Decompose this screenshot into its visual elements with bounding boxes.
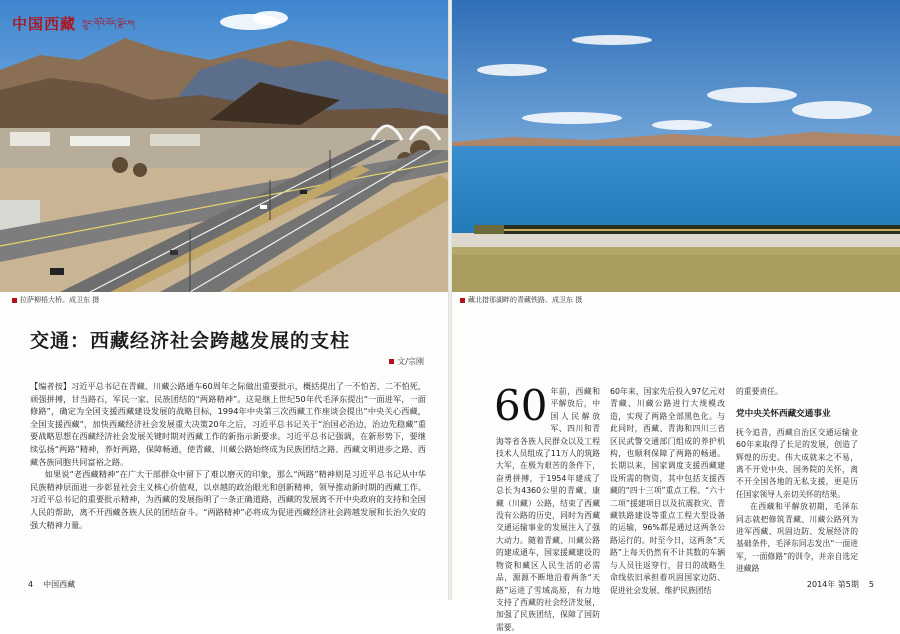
column-3-lead: 的重要责任。 xyxy=(736,387,783,396)
left-page xyxy=(0,0,448,600)
left-page-number: 4 xyxy=(28,580,34,589)
article-column-2 xyxy=(610,386,725,597)
railway-photo xyxy=(452,0,900,292)
caption-marker-icon xyxy=(12,298,17,303)
bridge-photo xyxy=(0,0,448,292)
article-column-3 xyxy=(736,386,858,576)
right-page xyxy=(452,0,900,632)
magazine-brand xyxy=(12,13,135,34)
right-folio xyxy=(807,579,874,590)
article-column-1 xyxy=(494,381,600,634)
caption-marker-icon xyxy=(460,298,465,303)
column-3-paragraph: 抚今追昔，西藏自治区交通运输业60年来取得了长足的发展，创造了辉煌的历史。伟大成就来之不易，离不开党中央、国务院的关怀，离不开全国各地的无私支援，更是历任国家领导人亲切关怀的结果。 xyxy=(736,427,858,499)
right-photo-caption-text: 藏北措那湖畔的青藏铁路。成卫东 摄 xyxy=(468,296,583,304)
article-byline xyxy=(389,356,424,367)
left-photo-caption xyxy=(12,295,99,305)
article-title: 交通：西藏经济社会跨越发展的支柱 xyxy=(30,330,351,352)
column-3-paragraph: 在西藏和平解放初期，毛泽东同志就把修筑青藏、川藏公路列为进军西藏、巩固边防、发展经济的基础条件，毛泽东同志发出“一面进军，一面修路”的训令，并亲自选定进藏路 xyxy=(736,502,858,574)
right-page-number: 5 xyxy=(868,580,874,589)
section-subhead: 党中央关怀西藏交通事业 xyxy=(736,409,831,420)
issue-label: 2014年 第5期 xyxy=(806,580,859,589)
column-1-text: 年前，西藏和平解放后，中国人民解放军、四川和青海等省各族人民群众以及工程技术人员组成了11万人的筑路大军，在极为艰苦的条件下，奋勇拼搏，于1954年建成了总长为4360公里的青藏、康藏（川藏）公路，结束了西藏没有公路的历史，同时为西藏交通运输事业的发展注入了强大动力。随着青藏、川藏公路的建成通车，国家援藏建设的物资和藏区人民生活的必需品，源源不断地沿着两条“天路”运进了雪域高原，有力地支持了西藏的社会经济发展，加强了民族团结，保障了国防需要。 xyxy=(496,387,600,632)
editor-note-paragraph: 【编者按】习近平总书记在青藏、川藏公路通车60周年之际做出重要批示，概括提出了一不怕苦、二不怕死，顽强拼搏，甘当路石，军民一家、民族团结的“两路精神”。这是继上世纪50年代毛泽东提出“一面进军，一面修路”，确定为全国支援西藏建设发展的战略目标，1994年中央第三次西藏工作座谈会提出“中央关心西藏，全国支援西藏”，加快西藏经济社会发展重大决策20年之后，习近平总书记关于“治国必治边，治边先稳藏”重要战略思想在西藏经济社会发展关键时期对西藏工作的新指示新要求。习近平总书记强调，在新形势下，要继续弘扬“两路”精神，养好两路，保障畅通，使青藏、川藏公路始终成为民族团结之路、西藏文明进步之路、西藏各族同胞共同富裕之路。 xyxy=(30,381,426,467)
column-2-text: 60年来，国家先后投入97亿元对青藏、川藏公路进行大规模改造，实现了两路全部黑色化。与此同时，西藏、青海和四川三省区民武警交通部门组成的养护机构，也顺利保障了两路的畅通。长期以来，国家调度支援西藏建设所需的物资，其中包括支援西藏的“四十三项”重点工程、“六十二项”援建项目以及抗震救灾、青藏铁路建设等重点工程大型设备的运输，96%都是通过这两条公路运行的。时至今日，这两条“天路”上每天仍然有不计其数的车辆与人员往返穿行，昔日的战略生命线依旧承担着巩固国家边防、促进社会发展、维护民族团结 xyxy=(610,387,725,595)
editor-note xyxy=(30,380,426,531)
brand-name-tibetan: ཀྲུང་གོའི་བོད་ལྗོངས། xyxy=(82,18,135,28)
brand-name-chinese: 中国西藏 xyxy=(12,15,77,33)
byline-marker-icon xyxy=(389,359,394,364)
editor-note-paragraph: 如果说“老西藏精神”在广大干部群众中留下了难以磨灭的印象，那么“两路”精神则是习近平总书记从中华民族精神层面进一步彰显社会主义核心价值观，以卓越的政治眼光和创新精神，领导推动新时期的西藏工作。习近平总书记的重要批示精神，为西藏的发展指明了一条正确道路，西藏的发展离不开中央政府的支持和全国人民的帮助，离不开西藏各族人民的团结奋斗。“两路精神”必将成为促进西藏经济社会跨越发展和长治久安的强大精神力量。 xyxy=(30,469,426,530)
dropcap-number: 60 xyxy=(494,381,548,430)
left-folio-name: 中国西藏 xyxy=(43,580,76,589)
left-photo-caption-text: 拉萨柳梧大桥。成卫东 摄 xyxy=(20,296,100,304)
byline-text: 文/宗刚 xyxy=(397,357,424,366)
right-photo-caption xyxy=(460,295,582,305)
left-folio xyxy=(28,579,75,590)
